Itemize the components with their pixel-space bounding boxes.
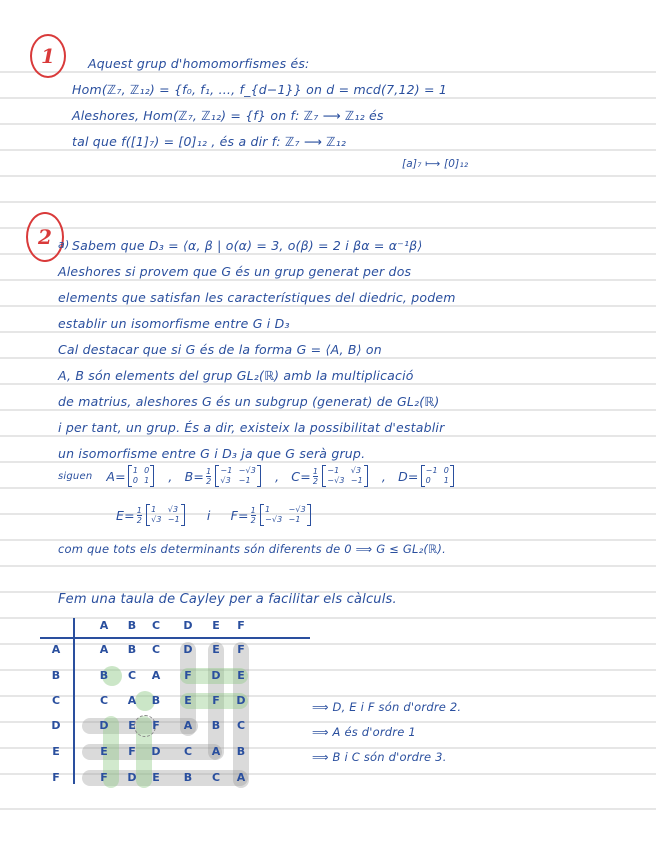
conclusion-2: ⟹ A és d'ordre 1 — [312, 725, 416, 739]
cayley-cell: B — [99, 669, 109, 682]
cayley-cell: E — [212, 643, 220, 656]
rule-line — [0, 149, 656, 151]
cayley-row-label-A: A — [51, 643, 61, 656]
cayley-cell: E — [237, 669, 245, 682]
cayley-cell: E — [128, 719, 136, 732]
matrix-separator: , — [168, 468, 173, 484]
conclusion-1: ⟹ D, E i F són d'ordre 2. — [312, 700, 462, 714]
cayley-table — [40, 618, 310, 784]
cayley-cell: D — [151, 745, 161, 758]
cayley-cell: C — [151, 643, 161, 656]
matrix-D: D = −1 0 0 1 — [398, 465, 456, 487]
section-2-line-8: i per tant, un grup. És a dir, existeix la possibilitat d'establir — [58, 420, 445, 435]
cayley-cell: B — [211, 719, 221, 732]
section-1-line-5: [a]₇ ⟼ [0]₁₂ — [402, 158, 469, 170]
cayley-cell: C — [211, 771, 221, 784]
cayley-cell: B — [127, 643, 137, 656]
matrices-row-1 — [58, 465, 456, 487]
rule-line — [0, 409, 656, 411]
section-2-line-9: un isomorfisme entre G i D₃ ja que G serà grup. — [58, 446, 366, 461]
rule-line — [0, 383, 656, 385]
matrix-B: B = $\frac{1}{2}$ −1 −√3 √3 −1 — [185, 465, 263, 487]
rule-line — [0, 513, 656, 515]
cayley-cell: F — [100, 771, 108, 784]
section-2-line-3: elements que satisfan les característiques del diedric, podem — [58, 290, 456, 305]
rule-line — [0, 539, 656, 541]
cayley-cell: F — [212, 694, 220, 707]
rule-line — [0, 227, 656, 229]
matrix-C: C = $\frac{1}{2}$ −1 √3 −√3 −1 — [291, 465, 370, 487]
cayley-header-D: D — [183, 619, 193, 632]
conclusion-3: ⟹ B i C són d'ordre 3. — [312, 750, 447, 764]
cayley-header-B: B — [127, 619, 137, 632]
matrices-intro: siguen — [58, 470, 93, 482]
cayley-cell: F — [152, 719, 160, 732]
cayley-cell: D — [99, 719, 109, 732]
cayley-row-label-D: D — [51, 719, 61, 732]
cayley-cell: C — [99, 694, 109, 707]
section-2-line-6: A, B són elements del grup GL₂(ℝ) amb la multiplicació — [58, 368, 414, 383]
cayley-cell: C — [236, 719, 246, 732]
cayley-cell: E — [152, 771, 160, 784]
section-1-line-4: tal que f([1]₇) = [0]₁₂ , és a dir f: ℤ₇ ⟶ ℤ₁₂ — [72, 134, 347, 149]
cayley-cell: C — [127, 669, 137, 682]
section-2-line-4: establir un isomorfisme entre G i D₃ — [58, 316, 290, 331]
cayley-row-label-E: E — [52, 745, 60, 758]
cayley-cell: A — [236, 771, 246, 784]
matrix-E: E = $\frac{1}{2}$ 1 √3 √3 −1 — [116, 504, 187, 526]
section-1-marker — [30, 34, 66, 78]
rule-line — [0, 123, 656, 125]
cayley-row-label-B: B — [51, 669, 61, 682]
cayley-cell: E — [100, 745, 108, 758]
cayley-cell: B — [151, 694, 161, 707]
rule-line — [0, 565, 656, 567]
section-2-line-2: Aleshores si provem que G és un grup generat per dos — [58, 264, 412, 279]
cayley-header-F: F — [237, 619, 245, 632]
cayley-header-E: E — [212, 619, 220, 632]
rule-line — [0, 279, 656, 281]
cayley-cell: C — [183, 745, 193, 758]
matrix-separator: , — [381, 468, 387, 484]
matrix-F: F = $\frac{1}{2}$ 1 −√3 −√3 −1 — [231, 504, 313, 526]
cayley-cell: B — [236, 745, 246, 758]
rule-line — [0, 253, 656, 255]
section-2-number: 2 — [38, 225, 52, 249]
determinant-line: com que tots els determinants són diferents de 0 ⟹ G ≤ GL₂(ℝ). — [58, 542, 446, 556]
rule-line — [0, 201, 656, 203]
rule-line — [0, 71, 656, 73]
cayley-cell: D — [183, 643, 193, 656]
cayley-cell: A — [183, 719, 193, 732]
rule-line — [0, 97, 656, 99]
rule-line — [0, 331, 656, 333]
cayley-cell: F — [128, 745, 136, 758]
matrix-separator-and: i — [206, 507, 211, 523]
cayley-cell: D — [211, 669, 221, 682]
section-1-line-2: Hom(ℤ₇, ℤ₁₂) = {f₀, f₁, …, f_{d−1}} on d = mcd(7,12) = 1 — [72, 82, 447, 97]
section-2-line-5: Cal destacar que si G és de la forma G = ⟨A, B⟩ on — [58, 342, 382, 357]
cayley-cell: F — [184, 669, 192, 682]
cayley-cell: E — [184, 694, 192, 707]
rule-line — [0, 487, 656, 489]
section-2-marker — [26, 212, 64, 262]
cayley-horizontal-rule — [40, 637, 310, 639]
section-2-part-label: a) — [58, 238, 70, 251]
rule-line — [0, 461, 656, 463]
cayley-cell: D — [127, 771, 137, 784]
cayley-header-C: C — [151, 619, 161, 632]
cayley-cell: A — [211, 745, 221, 758]
matrix-separator: , — [275, 468, 280, 484]
rule-line — [0, 435, 656, 437]
matrices-row-2 — [116, 504, 313, 526]
rule-line — [0, 175, 656, 177]
cayley-cell: A — [127, 694, 137, 707]
matrix-A: A = 1 0 0 1 — [106, 465, 156, 487]
rule-line — [0, 808, 656, 810]
rule-line — [0, 357, 656, 359]
cayley-cell: F — [237, 643, 245, 656]
cayley-cell: A — [151, 669, 161, 682]
cayley-cell: A — [99, 643, 109, 656]
rule-line — [0, 305, 656, 307]
highlight-gray-col-F — [233, 642, 249, 788]
section-2-line-7: de matrius, aleshores G és un subgrup (generat) de GL₂(ℝ) — [58, 394, 440, 409]
cayley-header-A: A — [99, 619, 109, 632]
section-2-line-1: Sabem que D₃ = ⟨α, β | o(α) = 3, o(β) = 2 i βα = α⁻¹β⟩ — [72, 238, 423, 253]
cayley-vertical-rule — [73, 618, 75, 784]
cayley-cell: D — [236, 694, 246, 707]
cayley-row-label-C: C — [51, 694, 61, 707]
cayley-row-label-F: F — [52, 771, 60, 784]
cayley-cell: B — [183, 771, 193, 784]
section-1-number: 1 — [41, 44, 55, 68]
section-1-line-3: Aleshores, Hom(ℤ₇, ℤ₁₂) = {f} on f: ℤ₇ ⟶ ℤ₁₂ és — [72, 108, 384, 123]
cayley-intro: Fem una taula de Cayley per a facilitar els càlculs. — [58, 592, 397, 607]
section-1-line-1: Aquest grup d'homomorfismes és: — [88, 56, 310, 71]
